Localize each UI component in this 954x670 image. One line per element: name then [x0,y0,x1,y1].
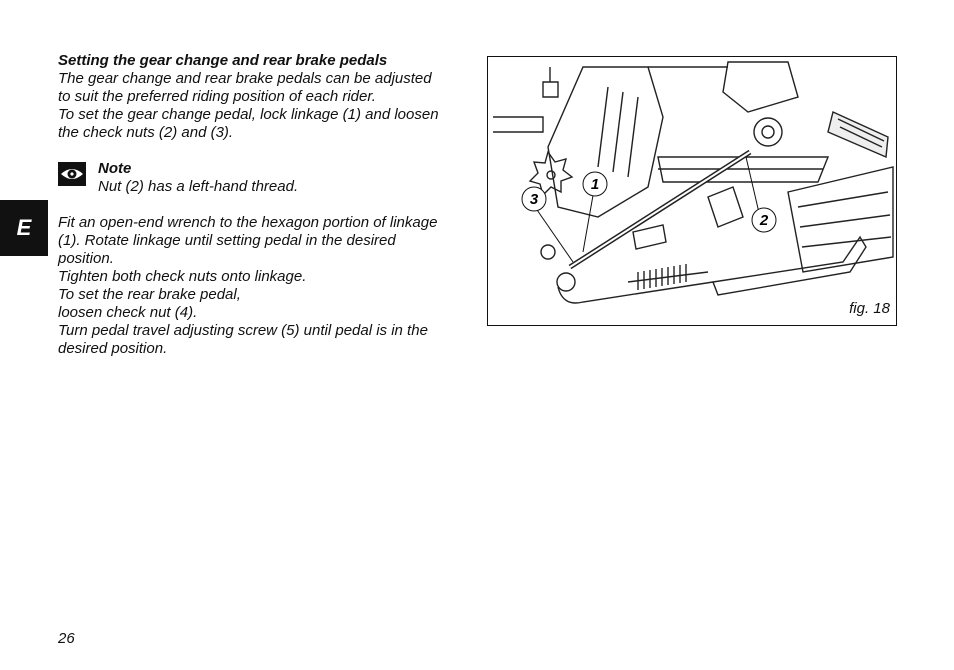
intro-line: the check nuts (2) and (3). [58,124,234,141]
step-line: desired position. [58,340,168,357]
step-line: Tighten both check nuts onto linkage. [58,268,307,285]
step-line: Turn pedal travel adjusting screw (5) until pedal is in the [58,322,428,339]
note-title: Note [98,160,132,177]
intro-line: The gear change and rear brake pedals can be adjusted [58,70,432,87]
step-line: Fit an open-end wrench to the hexagon portion of linkage [58,214,438,231]
text-column [58,52,473,358]
step-line: To set the rear brake pedal, [58,286,241,303]
figure-caption: fig. 18 [849,300,890,317]
figure-18 [487,56,897,326]
step-line: loosen check nut (4). [58,304,198,321]
step-line: (1). Rotate linkage until setting pedal in the desired [58,232,396,249]
callout-1: 1 [590,176,600,193]
intro-line: to suit the preferred riding position of each rider. [58,88,376,105]
callout-2: 2 [759,212,769,229]
section-heading: Setting the gear change and rear brake pedals [58,52,388,69]
note-text: Nut (2) has a left-hand thread. [98,178,299,195]
page-number: 26 [58,630,75,647]
note-box [58,160,473,196]
callout-3: 3 [529,191,539,208]
pedal-linkage-illustration [488,57,897,326]
eye-icon [58,162,86,186]
step-line: position. [58,250,114,267]
intro-line: To set the gear change pedal, lock linkage (1) and loosen [58,106,439,123]
section-tab: E [0,200,48,256]
